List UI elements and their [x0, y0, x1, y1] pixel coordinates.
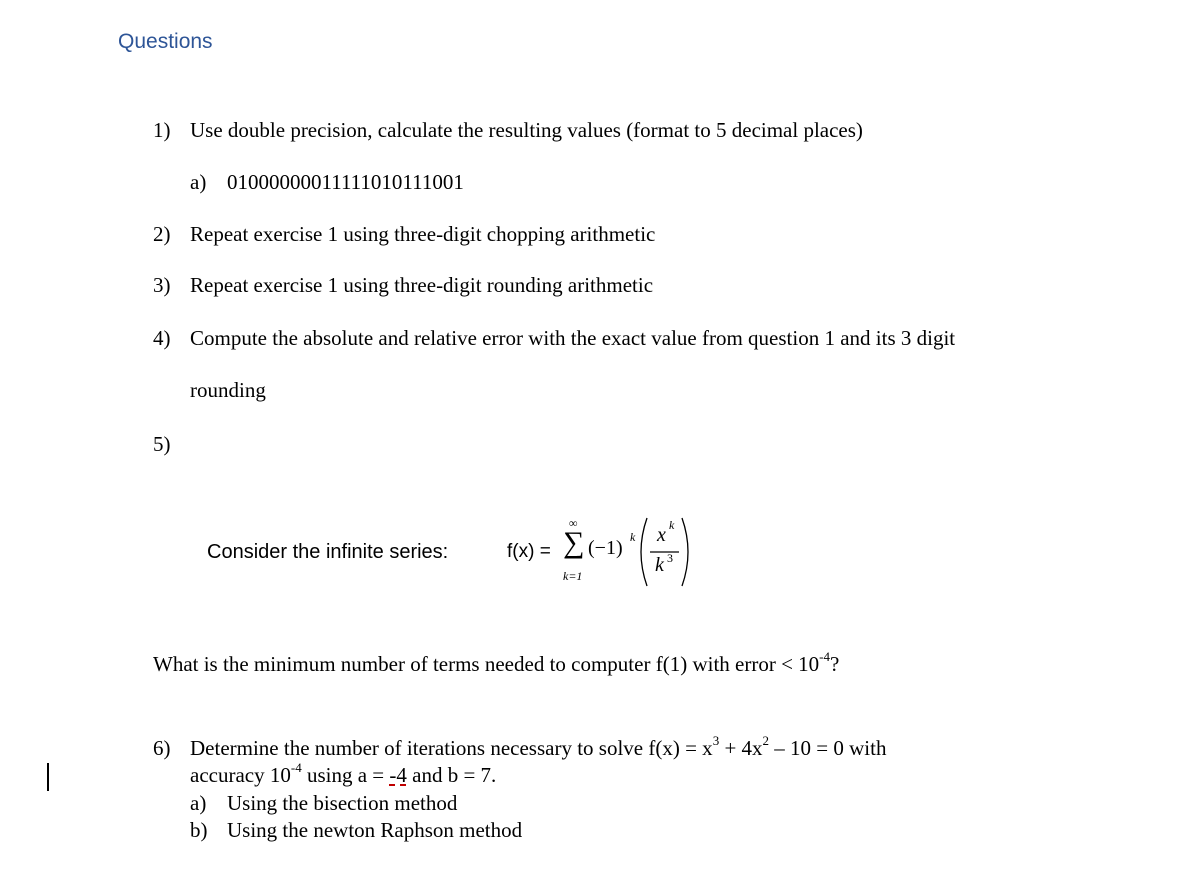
q6-text-line1 [190, 733, 887, 761]
q5-question-exponent: -4 [819, 649, 831, 664]
formula-lhs: f(x) = [507, 541, 551, 562]
q2-number: 2) [153, 222, 171, 246]
q6-using-text: using a = [301, 763, 390, 787]
q6a-text: Using the bisection method [227, 791, 458, 815]
sum-lower-limit: k=1 [563, 569, 583, 583]
page-heading: Questions [118, 30, 213, 53]
q5-question-end: ? [830, 652, 840, 676]
formula-base-exponent: k [630, 530, 636, 544]
fraction-numerator: x [657, 524, 666, 546]
q6-accuracy-text: accuracy 10 [190, 763, 291, 787]
q6b-label: b) [190, 818, 208, 842]
q6-number: 6) [153, 736, 171, 760]
sigma-symbol: ∑ [563, 526, 585, 559]
q1-number: 1) [153, 118, 171, 142]
q6b-text: Using the newton Raphson method [227, 818, 523, 842]
q4-text-line2: rounding [190, 378, 266, 402]
series-formula [505, 514, 705, 594]
sum-upper-limit: ∞ [569, 516, 578, 530]
q1-text: Use double precision, calculate the resulting values (format to 5 decimal places) [190, 118, 863, 142]
q6-square-exponent: 2 [762, 733, 770, 748]
q6-a-value: -4 [389, 763, 407, 787]
q4-number: 4) [153, 326, 171, 350]
q3-number: 3) [153, 273, 171, 297]
q6-line1-start: Determine the number of iterations necessary to solve f(x) = x [190, 736, 713, 760]
text-cursor [47, 763, 49, 791]
q5-question [153, 649, 840, 677]
q6a-label: a) [190, 791, 207, 815]
q5-number: 5) [153, 432, 171, 456]
denominator-exponent: 3 [667, 551, 673, 565]
fraction-denominator: k [655, 554, 664, 576]
series-label: Consider the infinite series: [207, 541, 449, 563]
formula-base: (−1) [588, 537, 623, 559]
q6-line1-middle: + 4x [719, 736, 763, 760]
q1a-label: a) [190, 170, 207, 194]
q6-line1-end: – 10 = 0 with [769, 736, 887, 760]
q4-text-line1: Compute the absolute and relative error with the exact value from question 1 and its 3 digit [190, 326, 956, 350]
q2-text: Repeat exercise 1 using three-digit chopping arithmetic [190, 222, 656, 246]
q1a-binary-value: 01000000011111010111001 [227, 170, 464, 194]
q5-question-text: What is the minimum number of terms needed to computer f(1) with error < 10 [153, 652, 820, 676]
q6-accuracy-exponent: -4 [290, 760, 302, 775]
q6-cube-exponent: 3 [712, 733, 720, 748]
numerator-exponent: k [669, 518, 675, 532]
q3-text: Repeat exercise 1 using three-digit rounding arithmetic [190, 273, 654, 297]
q6-b-value-text: and b = 7. [406, 763, 497, 787]
q6-text-line2 [190, 760, 497, 788]
